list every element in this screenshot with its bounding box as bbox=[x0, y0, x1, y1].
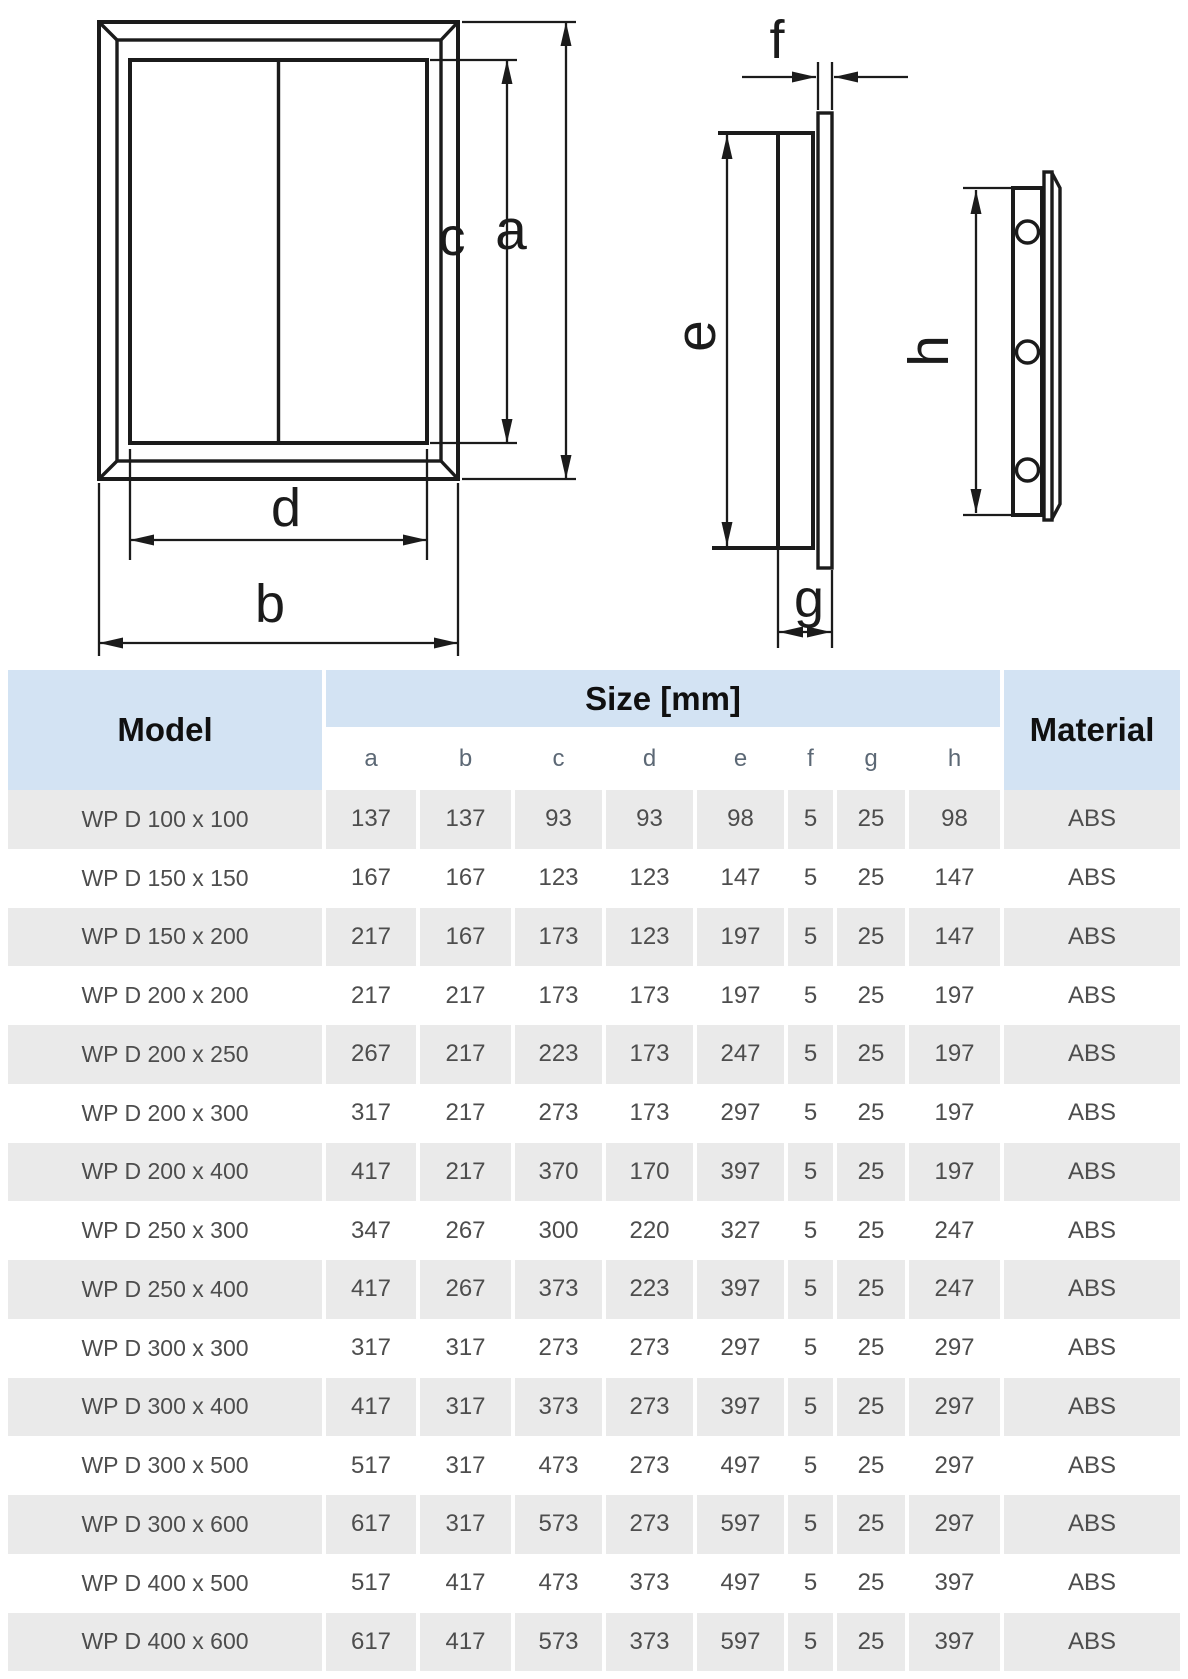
size-cell-d: 173 bbox=[606, 1084, 697, 1143]
material-cell: ABS bbox=[1004, 1495, 1180, 1554]
size-cell-g: 25 bbox=[837, 849, 909, 908]
front-view bbox=[99, 22, 576, 656]
size-cell-g: 25 bbox=[837, 1143, 909, 1202]
size-cell-a: 267 bbox=[326, 1025, 420, 1084]
size-cell-b: 167 bbox=[420, 849, 515, 908]
flange-plate bbox=[1044, 172, 1052, 520]
table-row bbox=[8, 1260, 1180, 1319]
dim-label-c: c bbox=[438, 207, 466, 267]
size-cell-a: 347 bbox=[326, 1201, 420, 1260]
dim-label-e: e bbox=[664, 320, 728, 352]
model-cell: WP D 200 x 250 bbox=[8, 1025, 326, 1084]
model-cell: WP D 400 x 500 bbox=[8, 1554, 326, 1613]
size-cell-c: 300 bbox=[515, 1201, 606, 1260]
size-cell-h: 297 bbox=[909, 1495, 1004, 1554]
size-cell-e: 147 bbox=[697, 849, 788, 908]
size-cell-c: 370 bbox=[515, 1143, 606, 1202]
size-cell-g: 25 bbox=[837, 1378, 909, 1437]
material-cell: ABS bbox=[1004, 1319, 1180, 1378]
size-cell-h: 197 bbox=[909, 1025, 1004, 1084]
model-cell: WP D 300 x 300 bbox=[8, 1319, 326, 1378]
size-cell-f: 5 bbox=[788, 1378, 837, 1437]
dim-label-h: h bbox=[897, 335, 961, 367]
size-cell-c: 373 bbox=[515, 1378, 606, 1437]
dimension-drawing bbox=[0, 0, 1188, 662]
size-cell-d: 93 bbox=[606, 790, 697, 849]
size-cell-h: 297 bbox=[909, 1378, 1004, 1437]
size-column-c: c bbox=[515, 727, 606, 790]
size-cell-h: 197 bbox=[909, 1143, 1004, 1202]
size-cell-b: 417 bbox=[420, 1613, 515, 1672]
size-cell-g: 25 bbox=[837, 1495, 909, 1554]
size-header: Size [mm] bbox=[326, 670, 1004, 727]
size-cell-d: 273 bbox=[606, 1378, 697, 1437]
size-column-f: f bbox=[788, 727, 837, 790]
model-cell: WP D 100 x 100 bbox=[8, 790, 326, 849]
size-column-e: e bbox=[697, 727, 788, 790]
size-cell-g: 25 bbox=[837, 1084, 909, 1143]
dim-label-b: b bbox=[254, 574, 286, 634]
size-cell-e: 397 bbox=[697, 1260, 788, 1319]
dim-label-a: a bbox=[495, 198, 527, 262]
model-cell: WP D 200 x 200 bbox=[8, 966, 326, 1025]
size-cell-b: 267 bbox=[420, 1260, 515, 1319]
fixing-hole bbox=[1017, 221, 1039, 243]
material-cell: ABS bbox=[1004, 1201, 1180, 1260]
table-row bbox=[8, 1201, 1180, 1260]
table-row bbox=[8, 1084, 1180, 1143]
material-cell: ABS bbox=[1004, 1613, 1180, 1672]
size-cell-g: 25 bbox=[837, 1554, 909, 1613]
size-cell-c: 173 bbox=[515, 966, 606, 1025]
size-cell-h: 197 bbox=[909, 966, 1004, 1025]
size-cell-a: 417 bbox=[326, 1260, 420, 1319]
size-cell-f: 5 bbox=[788, 790, 837, 849]
size-cell-f: 5 bbox=[788, 1554, 837, 1613]
size-column-g: g bbox=[837, 727, 909, 790]
size-cell-h: 147 bbox=[909, 908, 1004, 967]
size-cell-g: 25 bbox=[837, 908, 909, 967]
size-cell-e: 497 bbox=[697, 1436, 788, 1495]
size-cell-c: 573 bbox=[515, 1495, 606, 1554]
frame-profile bbox=[778, 133, 813, 548]
size-column-h: h bbox=[909, 727, 1004, 790]
size-cell-b: 137 bbox=[420, 790, 515, 849]
size-cell-c: 173 bbox=[515, 908, 606, 967]
size-cell-c: 223 bbox=[515, 1025, 606, 1084]
table-row bbox=[8, 1436, 1180, 1495]
size-cell-c: 573 bbox=[515, 1613, 606, 1672]
size-cell-d: 173 bbox=[606, 966, 697, 1025]
size-column-d: d bbox=[606, 727, 697, 790]
size-cell-f: 5 bbox=[788, 1025, 837, 1084]
model-cell: WP D 300 x 600 bbox=[8, 1495, 326, 1554]
size-cell-b: 217 bbox=[420, 966, 515, 1025]
size-cell-e: 397 bbox=[697, 1143, 788, 1202]
size-cell-c: 273 bbox=[515, 1319, 606, 1378]
size-cell-b: 317 bbox=[420, 1319, 515, 1378]
table-row bbox=[8, 1554, 1180, 1613]
size-cell-a: 617 bbox=[326, 1613, 420, 1672]
size-cell-f: 5 bbox=[788, 1201, 837, 1260]
model-cell: WP D 300 x 400 bbox=[8, 1378, 326, 1437]
size-cell-a: 517 bbox=[326, 1554, 420, 1613]
size-cell-a: 217 bbox=[326, 966, 420, 1025]
material-cell: ABS bbox=[1004, 966, 1180, 1025]
size-cell-a: 417 bbox=[326, 1143, 420, 1202]
size-cell-f: 5 bbox=[788, 849, 837, 908]
size-cell-d: 123 bbox=[606, 849, 697, 908]
size-cell-d: 170 bbox=[606, 1143, 697, 1202]
fixing-hole bbox=[1017, 341, 1039, 363]
dim-label-g: g bbox=[793, 569, 825, 629]
size-cell-a: 137 bbox=[326, 790, 420, 849]
size-column-b: b bbox=[420, 727, 515, 790]
size-cell-e: 397 bbox=[697, 1378, 788, 1437]
size-cell-h: 247 bbox=[909, 1260, 1004, 1319]
size-cell-h: 297 bbox=[909, 1319, 1004, 1378]
model-header: Model bbox=[8, 670, 326, 790]
size-cell-a: 317 bbox=[326, 1084, 420, 1143]
size-cell-e: 327 bbox=[697, 1201, 788, 1260]
model-cell: WP D 150 x 200 bbox=[8, 908, 326, 967]
size-cell-b: 217 bbox=[420, 1084, 515, 1143]
material-cell: ABS bbox=[1004, 1260, 1180, 1319]
material-header: Material bbox=[1004, 670, 1180, 790]
size-cell-f: 5 bbox=[788, 1495, 837, 1554]
material-cell: ABS bbox=[1004, 1554, 1180, 1613]
size-cell-h: 297 bbox=[909, 1436, 1004, 1495]
size-cell-h: 197 bbox=[909, 1084, 1004, 1143]
material-cell: ABS bbox=[1004, 1084, 1180, 1143]
size-cell-b: 317 bbox=[420, 1495, 515, 1554]
fixing-hole bbox=[1017, 459, 1039, 481]
size-cell-e: 297 bbox=[697, 1319, 788, 1378]
size-cell-d: 220 bbox=[606, 1201, 697, 1260]
size-cell-h: 147 bbox=[909, 849, 1004, 908]
size-cell-g: 25 bbox=[837, 1025, 909, 1084]
size-cell-g: 25 bbox=[837, 790, 909, 849]
model-cell: WP D 400 x 600 bbox=[8, 1613, 326, 1672]
size-cell-f: 5 bbox=[788, 908, 837, 967]
size-cell-d: 273 bbox=[606, 1319, 697, 1378]
size-cell-d: 373 bbox=[606, 1613, 697, 1672]
table-row bbox=[8, 1378, 1180, 1437]
size-cell-a: 417 bbox=[326, 1378, 420, 1437]
size-cell-b: 317 bbox=[420, 1436, 515, 1495]
size-cell-g: 25 bbox=[837, 1613, 909, 1672]
door-plate-profile bbox=[818, 113, 832, 568]
table-row bbox=[8, 1025, 1180, 1084]
size-cell-d: 273 bbox=[606, 1495, 697, 1554]
size-cell-e: 197 bbox=[697, 966, 788, 1025]
size-cell-b: 167 bbox=[420, 908, 515, 967]
size-cell-d: 123 bbox=[606, 908, 697, 967]
spec-table-header bbox=[8, 670, 1180, 790]
size-cell-e: 597 bbox=[697, 1495, 788, 1554]
model-cell: WP D 250 x 300 bbox=[8, 1201, 326, 1260]
dim-label-f: f bbox=[769, 10, 785, 70]
table-row bbox=[8, 790, 1180, 849]
size-cell-b: 417 bbox=[420, 1554, 515, 1613]
material-cell: ABS bbox=[1004, 1436, 1180, 1495]
model-cell: WP D 300 x 500 bbox=[8, 1436, 326, 1495]
table-row bbox=[8, 1613, 1180, 1672]
size-cell-a: 317 bbox=[326, 1319, 420, 1378]
size-cell-g: 25 bbox=[837, 1319, 909, 1378]
size-cell-b: 317 bbox=[420, 1378, 515, 1437]
model-cell: WP D 250 x 400 bbox=[8, 1260, 326, 1319]
size-cell-a: 617 bbox=[326, 1495, 420, 1554]
size-cell-d: 223 bbox=[606, 1260, 697, 1319]
size-cell-b: 267 bbox=[420, 1201, 515, 1260]
size-cell-e: 497 bbox=[697, 1554, 788, 1613]
size-cell-c: 273 bbox=[515, 1084, 606, 1143]
size-cell-b: 217 bbox=[420, 1025, 515, 1084]
size-cell-h: 247 bbox=[909, 1201, 1004, 1260]
table-row bbox=[8, 1143, 1180, 1202]
model-cell: WP D 200 x 300 bbox=[8, 1084, 326, 1143]
size-cell-a: 167 bbox=[326, 849, 420, 908]
size-cell-e: 597 bbox=[697, 1613, 788, 1672]
size-cell-c: 373 bbox=[515, 1260, 606, 1319]
material-cell: ABS bbox=[1004, 849, 1180, 908]
spec-table-body bbox=[8, 790, 1180, 1671]
model-cell: WP D 150 x 150 bbox=[8, 849, 326, 908]
size-cell-e: 297 bbox=[697, 1084, 788, 1143]
model-cell: WP D 200 x 400 bbox=[8, 1143, 326, 1202]
size-cell-f: 5 bbox=[788, 1436, 837, 1495]
size-cell-e: 247 bbox=[697, 1025, 788, 1084]
table-row bbox=[8, 849, 1180, 908]
side-view bbox=[664, 10, 908, 648]
dim-label-d: d bbox=[270, 478, 302, 538]
size-cell-a: 517 bbox=[326, 1436, 420, 1495]
table-row bbox=[8, 908, 1180, 967]
size-cell-c: 473 bbox=[515, 1554, 606, 1613]
material-cell: ABS bbox=[1004, 908, 1180, 967]
size-cell-c: 473 bbox=[515, 1436, 606, 1495]
size-cell-e: 197 bbox=[697, 908, 788, 967]
size-cell-h: 397 bbox=[909, 1554, 1004, 1613]
size-cell-e: 98 bbox=[697, 790, 788, 849]
size-cell-g: 25 bbox=[837, 1201, 909, 1260]
table-row bbox=[8, 1319, 1180, 1378]
table-row bbox=[8, 1495, 1180, 1554]
size-cell-f: 5 bbox=[788, 1143, 837, 1202]
material-cell: ABS bbox=[1004, 1143, 1180, 1202]
material-cell: ABS bbox=[1004, 1025, 1180, 1084]
size-cell-f: 5 bbox=[788, 1613, 837, 1672]
size-cell-f: 5 bbox=[788, 1260, 837, 1319]
rear-view bbox=[897, 172, 1060, 520]
size-cell-c: 93 bbox=[515, 790, 606, 849]
size-cell-g: 25 bbox=[837, 966, 909, 1025]
size-cell-d: 273 bbox=[606, 1436, 697, 1495]
size-cell-h: 397 bbox=[909, 1613, 1004, 1672]
material-cell: ABS bbox=[1004, 790, 1180, 849]
size-cell-g: 25 bbox=[837, 1436, 909, 1495]
size-cell-f: 5 bbox=[788, 1084, 837, 1143]
size-cell-d: 373 bbox=[606, 1554, 697, 1613]
size-column-a: a bbox=[326, 727, 420, 790]
table-row bbox=[8, 966, 1180, 1025]
size-cell-c: 123 bbox=[515, 849, 606, 908]
size-cell-h: 98 bbox=[909, 790, 1004, 849]
size-cell-a: 217 bbox=[326, 908, 420, 967]
size-cell-d: 173 bbox=[606, 1025, 697, 1084]
material-cell: ABS bbox=[1004, 1378, 1180, 1437]
size-cell-b: 217 bbox=[420, 1143, 515, 1202]
size-cell-g: 25 bbox=[837, 1260, 909, 1319]
spec-table bbox=[8, 670, 1180, 1671]
size-cell-f: 5 bbox=[788, 1319, 837, 1378]
size-cell-f: 5 bbox=[788, 966, 837, 1025]
